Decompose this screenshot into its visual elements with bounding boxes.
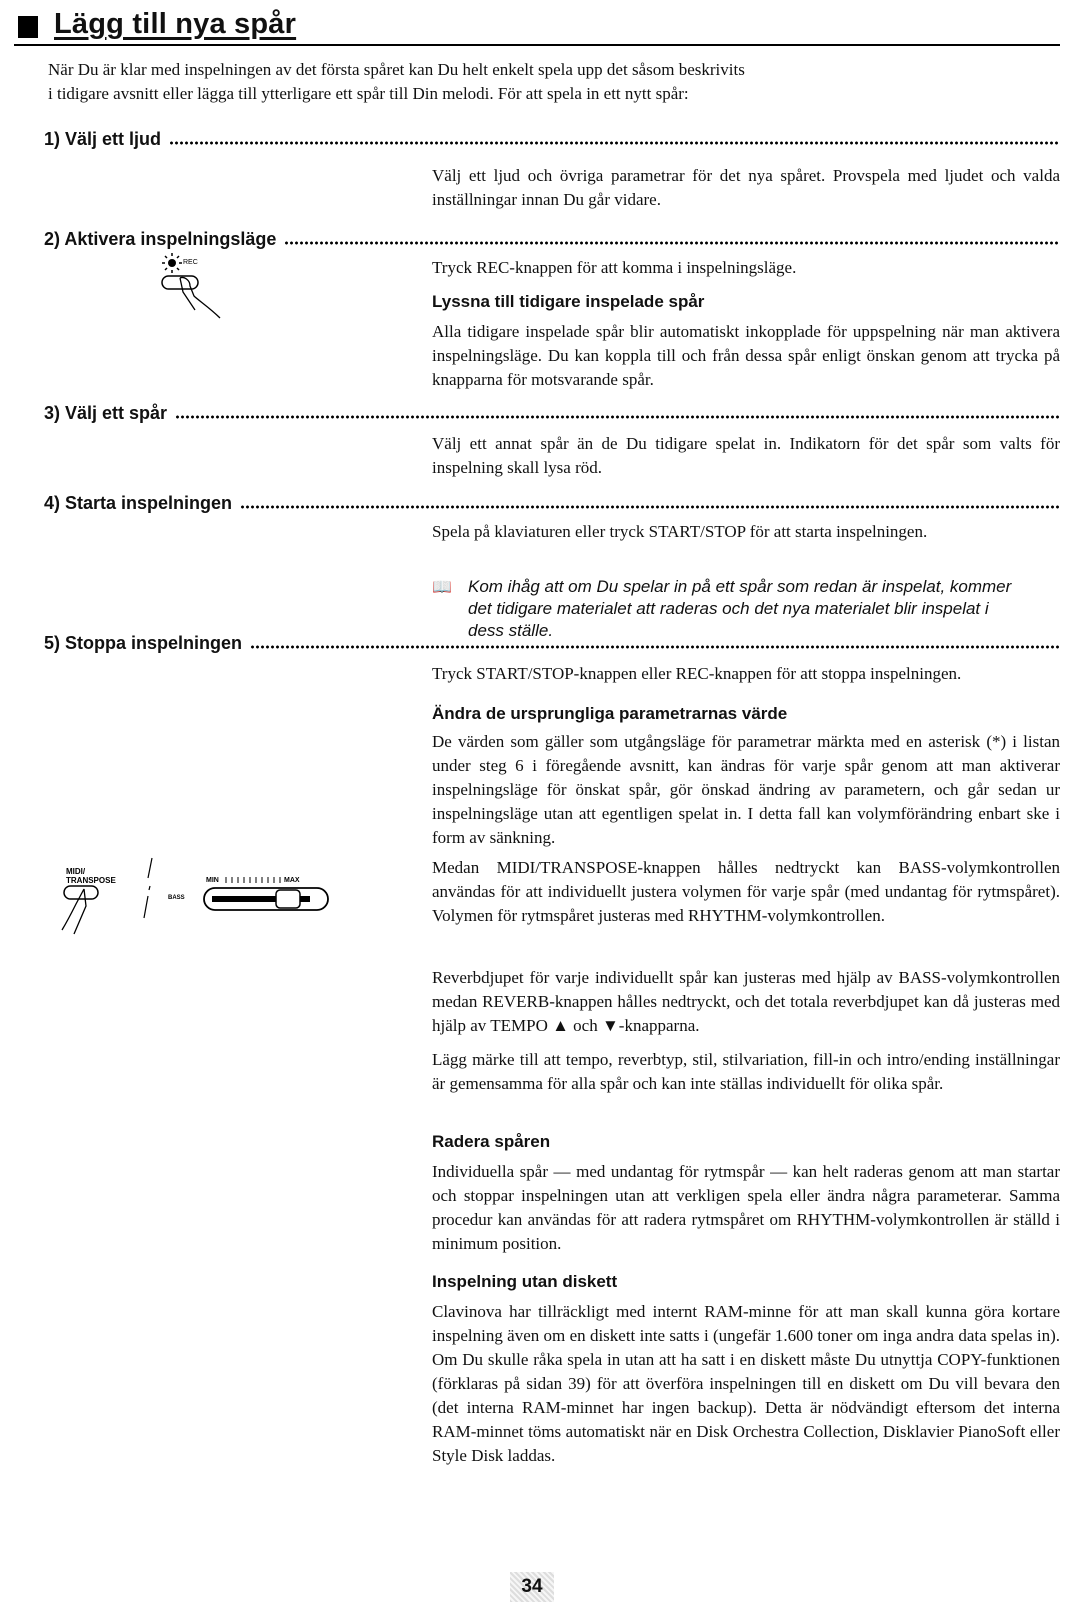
dot-leader — [284, 241, 1060, 245]
rec-button-hand-figure — [150, 252, 260, 324]
divider-slash-icon — [144, 858, 152, 918]
lyssna-text — [432, 320, 1060, 392]
page-header — [14, 6, 1060, 46]
step-label: 2) Aktivera inspelningsläge — [44, 229, 277, 249]
dot-leader — [250, 645, 1060, 649]
step-1-heading — [44, 126, 1060, 150]
slider-scale-ticks — [226, 877, 280, 883]
rec-label: REC — [183, 259, 198, 266]
step-text: Tryck START/STOP-knappen eller REC-knappen för att stoppa inspelningen. — [432, 664, 962, 683]
paragraph: De värden som gäller som utgångsläge för parametrar märkta med en asterisk (*) i listan under steg 6 i föregående avsnitt, kan ändras för varje spår genom att man aktiverar inspelningsläge för önskat spår, gör önskad ändring av parametern, och går sedan ur inspelningsläge utan att egentligen spelat in. I detta fall kan volymförändring enbart ske i form av sänkning. — [432, 732, 1060, 847]
paragraph: Alla tidigare inspelade spår blir automatiskt inkopplade för uppspelning när man aktivera inspelningsläge. Du kan koppla till och från dessa spår enligt önskan genom att trycka på knapparna för motsvarande spår. — [432, 322, 1060, 389]
step-label: 5) Stoppa inspelningen — [44, 633, 243, 653]
diskett-text — [432, 1300, 1060, 1468]
paragraph: Clavinova har tillräckligt med internt RAM-minne för att man skall kunna göra kortare inspelning även om en diskett inte satts i (ungefär 1.600 toner om inga andra data spelas in). Om Du skulle råka spela in utan att ha satt i en diskett måste Du utnyttja COPY-funktionen (förklaras på sidan 39) för att överföra inspelningen till en diskett om Du vill bevara den (det interna RAM-minnet har ingen backup). Detta är nödvändigt eftersom det interna RAM-minnet töms automatiskt när en Disk Orchestra Collection, Disklavier PianoSoft eller Style Disk laddas. — [432, 1302, 1060, 1465]
step-text: Välj ett annat spår än de Du tidigare spelat in. Indikatorn för det spår som valts för inspelning skall lysa röd. — [432, 434, 1060, 477]
step-text: Tryck REC-knappen för att komma i inspelningsläge. — [432, 258, 797, 277]
step-5-heading — [44, 630, 1060, 654]
paragraph: Lägg märke till att tempo, reverbtyp, stil, stilvariation, fill-in och intro/ending inställningar är gemensamma för alla spår och kan inte ställas individuellt för olika spår. — [432, 1050, 1060, 1093]
rec-light-icon — [162, 253, 182, 273]
paragraph: Individuella spår — med undantag för rytmspår — kan helt raderas genom att man startar och stoppar inspelningen utan att verkligen spela eller ändra några parameterar. Samma procedur kan användas för att radera rytmspåret om RHYTHM-volymkontrollen är ställd i minimum position. — [432, 1162, 1060, 1253]
hand-icon — [180, 277, 220, 318]
andra-p2 — [432, 856, 1060, 928]
step-3-text — [432, 432, 1060, 480]
step-4-heading — [44, 490, 1060, 514]
intro-line: När Du är klar med inspelningen av det första spåret kan Du helt enkelt spela upp det såsom beskrivits — [48, 60, 745, 79]
page-title: Lägg till nya spår — [54, 8, 297, 40]
step-3-heading — [44, 400, 1060, 424]
andra-p4 — [432, 1048, 1060, 1096]
dot-leader — [175, 415, 1060, 419]
book-note-icon: 📖 — [432, 577, 452, 596]
step-1-text — [432, 164, 1060, 212]
andra-p3 — [432, 966, 1060, 1038]
midi-button-icon — [64, 886, 98, 899]
bass-slider-knob-icon — [276, 890, 300, 908]
title-square-bullet-icon — [18, 16, 38, 38]
step-5-text — [432, 662, 1060, 686]
radera-text — [432, 1160, 1060, 1256]
paragraph: Medan MIDI/TRANSPOSE-knappen hålles nedtryckt kan BASS-volymkontrollen användas för att individuellt justera volymen för varje spår (med undantag för rytmspåret). Volymen för rytmspåret justeras med RHYTHM-volymkontrollen. — [432, 858, 1060, 925]
note-text: Kom ihåg att om Du spelar in på ett spår som redan är inspelat, kommer det tidigare materialet att raderas och det nya materialet blir inspelat i dess ställe. — [468, 577, 1012, 640]
midi-label: MIDI/ — [66, 867, 86, 876]
step-text: Välj ett ljud och övriga parametrar för det nya spåret. Provspela med ljudet och valda inställningar innan Du går vidare. — [432, 166, 1060, 209]
dot-leader — [169, 141, 1060, 145]
midi-transpose-bass-figure — [56, 856, 356, 946]
intro-paragraph — [48, 58, 1048, 106]
intro-line: i tidigare avsnitt eller lägga till ytterligare ett spår till Din melodi. För att spela in ett nytt spår: — [48, 84, 689, 103]
diskett-heading: Inspelning utan diskett — [432, 1272, 618, 1291]
transpose-label: TRANSPOSE — [66, 876, 116, 885]
max-label: MAX — [284, 877, 300, 884]
step-label: 1) Välj ett ljud — [44, 129, 162, 149]
andra-heading: Ändra de ursprungliga parametrarnas värde — [432, 704, 788, 723]
bass-label: BASS — [168, 895, 185, 901]
step-text: Spela på klaviaturen eller tryck START/STOP för att starta inspelningen. — [432, 522, 928, 541]
lyssna-heading: Lyssna till tidigare inspelade spår — [432, 292, 705, 311]
step-2-heading — [44, 226, 1060, 250]
andra-p1 — [432, 730, 1060, 850]
step-label: 4) Starta inspelningen — [44, 493, 233, 513]
paragraph: Reverbdjupet för varje individuellt spår kan justeras med hjälp av BASS-volymkontrollen medan REVERB-knappen hålles nedtryckt, och det totala reverbdjupet kan då justeras med hjälp av TEMPO ▲ och ▼-knapparna. — [432, 968, 1060, 1035]
step-4-text — [432, 520, 1060, 544]
step-label: 3) Välj ett spår — [44, 403, 168, 423]
min-label: MIN — [206, 877, 219, 884]
step-2-text — [432, 256, 1060, 280]
page-number: 34 — [510, 1572, 554, 1602]
radera-heading: Radera spåren — [432, 1132, 551, 1151]
dot-leader — [240, 505, 1060, 509]
